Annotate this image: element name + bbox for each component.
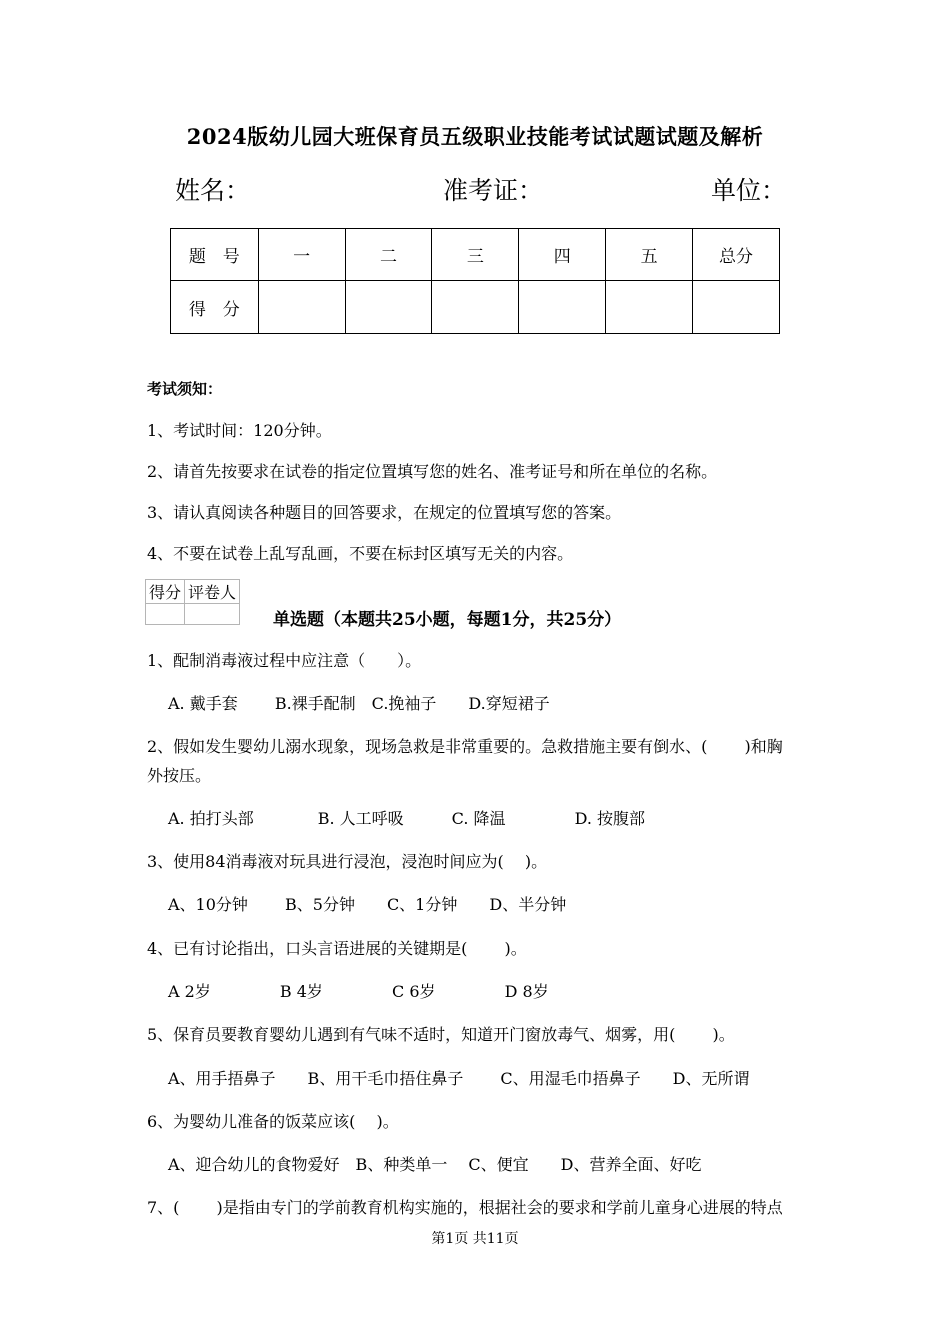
page-footer: 第1页 共11页	[431, 1231, 519, 1247]
score-header-label: 题 号	[171, 229, 259, 281]
exam-number-field-label: 准考证：	[443, 176, 544, 205]
notice-item: 4、不要在试卷上乱写乱画，不要在标封区填写无关的内容。	[147, 544, 574, 563]
question-text: 4、已有讨论指出，口头言语进展的关键期是( )。	[147, 939, 527, 958]
score-table	[170, 228, 780, 334]
score-table-header-row	[171, 229, 780, 281]
question-options: A 2岁 B 4岁 C 6岁 D 8岁	[168, 982, 549, 1001]
score-cell-total[interactable]	[693, 281, 780, 334]
score-cell-4[interactable]	[519, 281, 606, 334]
question-text: 2、假如发生婴幼儿溺水现象，现场急救是非常重要的。急救措施主要有倒水、( )和胸	[147, 737, 783, 756]
score-header-total: 总分	[693, 229, 780, 281]
question-options: A、10分钟 B、5分钟 C、1分钟 D、半分钟	[168, 895, 567, 914]
name-field-label: 姓名：	[175, 176, 251, 205]
score-header-4: 四	[519, 229, 606, 281]
question-options: A. 戴手套 B.裸手配制 C.挽袖子 D.穿短裙子	[168, 694, 550, 713]
notice-heading: 考试须知：	[147, 380, 223, 398]
notice-item: 1、考试时间：120分钟。	[147, 421, 332, 440]
grader-score-cell[interactable]	[146, 604, 185, 625]
question-text: 5、保育员要教育婴幼儿遇到有气味不适时，知道开门窗放毒气、烟雾，用( )。	[147, 1025, 735, 1044]
question-text: 1、配制消毒液过程中应注意（ ）。	[147, 651, 422, 670]
score-header-2: 二	[345, 229, 432, 281]
question-text: 7、( )是指由专门的学前教育机构实施的，根据社会的要求和学前儿童身心进展的特点	[147, 1198, 783, 1217]
question-text: 3、使用84消毒液对玩具进行浸泡，浸泡时间应为( )。	[147, 852, 548, 871]
unit-field-label: 单位：	[711, 176, 787, 205]
score-cell-1[interactable]	[258, 281, 345, 334]
question-text-continued: 外按压。	[147, 766, 212, 785]
grader-reviewer-label: 评卷人	[185, 580, 240, 604]
grader-reviewer-cell[interactable]	[185, 604, 240, 625]
grader-score-label: 得分	[146, 580, 185, 604]
section-title: 单选题（本题共25小题，每题1分，共25分）	[273, 610, 622, 630]
question-options: A. 拍打头部 B. 人工呼吸 C. 降温 D. 按腹部	[168, 809, 646, 828]
score-cell-5[interactable]	[606, 281, 693, 334]
score-cell-3[interactable]	[432, 281, 519, 334]
question-options: A、迎合幼儿的食物爱好 B、种类单一 C、便宜 D、营养全面、好吃	[168, 1155, 702, 1174]
score-cell-2[interactable]	[345, 281, 432, 334]
score-row-label: 得 分	[171, 281, 259, 334]
score-table-score-row	[171, 281, 780, 334]
question-options: A、用手捂鼻子 B、用干毛巾捂住鼻子 C、用湿毛巾捂鼻子 D、无所谓	[168, 1069, 750, 1088]
question-text: 6、为婴幼儿准备的饭菜应该( )。	[147, 1112, 399, 1131]
document-title: 2024版幼儿园大班保育员五级职业技能考试试题试题及解析	[186, 124, 764, 149]
grader-table	[145, 579, 240, 625]
score-header-3: 三	[432, 229, 519, 281]
score-header-1: 一	[258, 229, 345, 281]
notice-item: 2、请首先按要求在试卷的指定位置填写您的姓名、准考证号和所在单位的名称。	[147, 462, 718, 481]
notice-item: 3、请认真阅读各种题目的回答要求，在规定的位置填写您的答案。	[147, 503, 622, 522]
score-header-5: 五	[606, 229, 693, 281]
